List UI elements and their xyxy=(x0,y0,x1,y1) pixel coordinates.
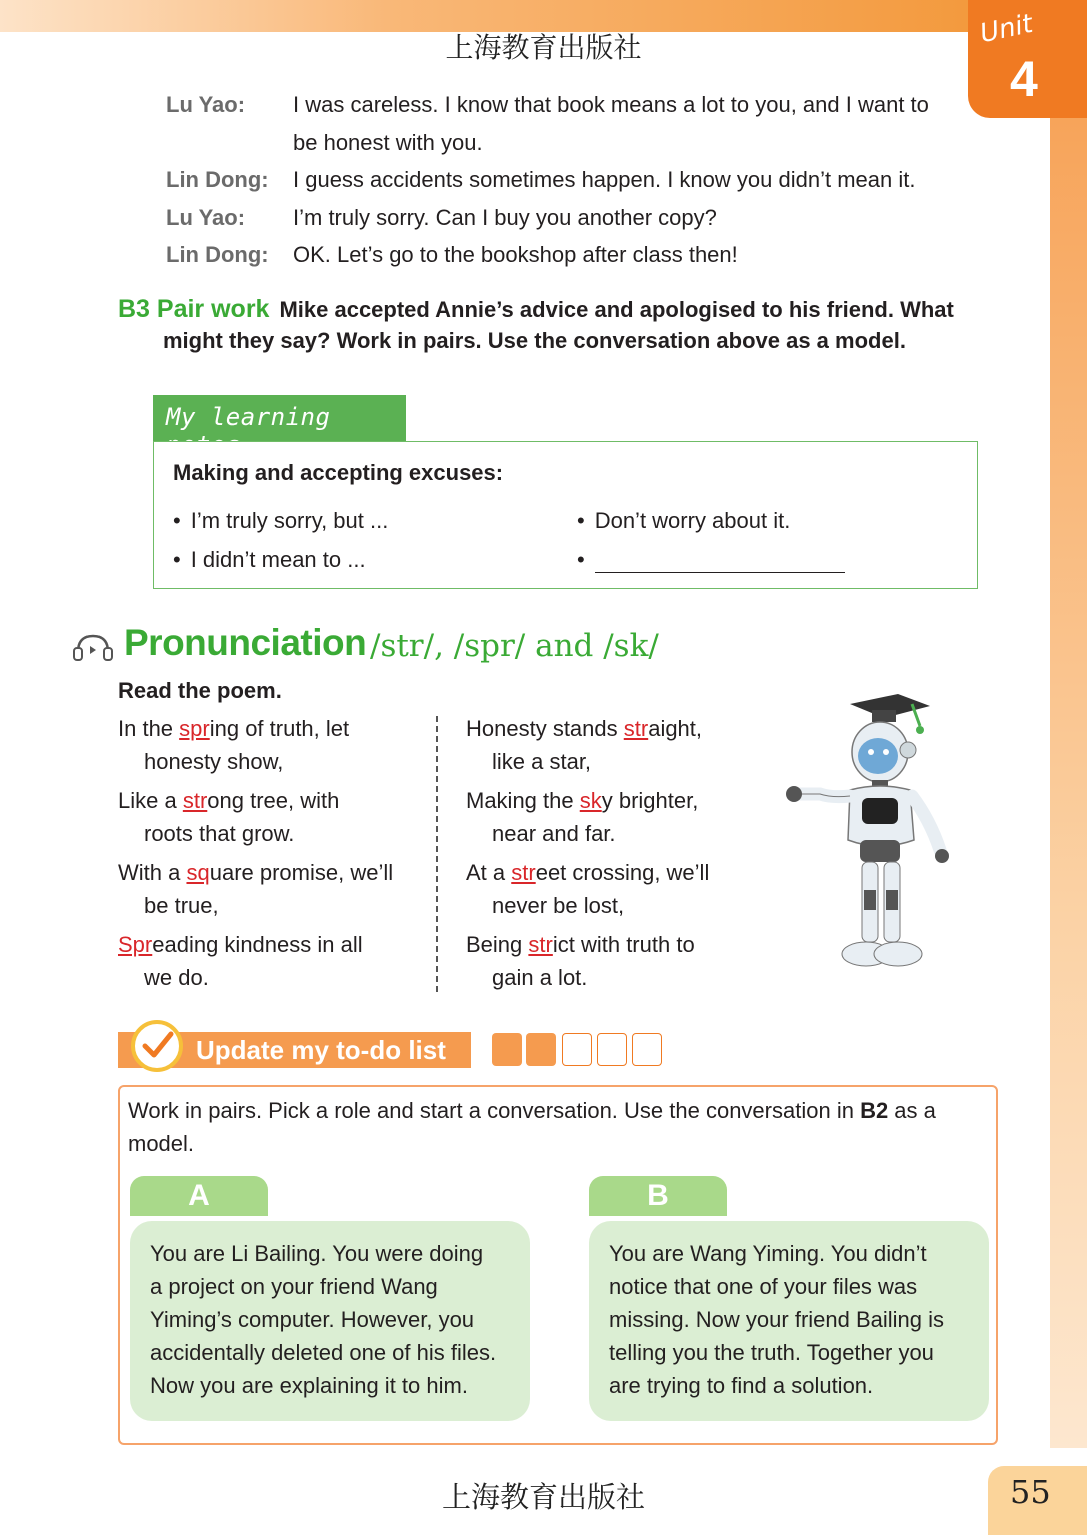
poem-stanza: With a square promise, we’ll be true, xyxy=(118,860,394,918)
poem-stanza: Making the sky brighter, near and far. xyxy=(466,788,699,846)
speaker: Lu Yao: xyxy=(166,92,246,117)
progress-box-filled xyxy=(492,1033,522,1066)
notes-title: Making and accepting excuses: xyxy=(173,460,504,485)
todo-title: Update my to-do list xyxy=(196,1035,446,1065)
dialogue-text: be honest with you. xyxy=(293,129,483,155)
dialogue-line xyxy=(166,236,966,274)
speaker: Lu Yao: xyxy=(166,204,246,230)
headphones-icon xyxy=(70,630,116,664)
progress-box-empty xyxy=(562,1033,592,1066)
dialogue-text: I’m truly sorry. Can I buy you another copy? xyxy=(293,204,717,230)
dialogue-line xyxy=(166,86,966,161)
speaker: Lin Dong: xyxy=(166,242,269,267)
fill-in-blank[interactable] xyxy=(595,548,845,573)
progress-box-empty xyxy=(632,1033,662,1066)
pronunciation-title: Pronunciation xyxy=(124,622,367,663)
b3-line2: might they say? Work in pairs. Use the conversation above as a model. xyxy=(163,328,906,353)
b3-label: B3 Pair work xyxy=(118,295,270,323)
page-edge-strip xyxy=(1050,118,1087,1448)
note-item: • I didn’t mean to ... xyxy=(173,547,366,572)
poem-stanza: Spreading kindness in all we do. xyxy=(118,932,363,990)
dialogue-line xyxy=(166,199,966,237)
poem-right-column xyxy=(466,712,746,1000)
poem-stanza: Honesty stands straight, like a star, xyxy=(466,716,703,774)
b3-line1: Mike accepted Annie’s advice and apologised to his friend. What xyxy=(279,297,954,322)
todo-instruction: Work in pairs. Pick a role and start a conversation. Use the conversation in B2 as a model. xyxy=(128,1098,936,1156)
role-card-b: You are Wang Yiming. You didn’t notice that one of your files was missing. Now your friend Bailing is telling you the truth. Together you are trying to find a solution. xyxy=(589,1221,989,1421)
role-tab-a: A xyxy=(130,1176,268,1216)
role-tab-b: B xyxy=(589,1176,727,1216)
unit-word: Unit xyxy=(977,8,1036,50)
unit-number: 4 xyxy=(1010,51,1038,107)
poem-stanza: Like a strong tree, with roots that grow. xyxy=(118,788,340,846)
dialogue xyxy=(166,86,966,274)
role-card-a: You are Li Bailing. You were doing a project on your friend Wang Yiming’s computer. However, you accidentally deleted one of his files. Now you are explaining it to him. xyxy=(130,1221,530,1421)
speaker: Lin Dong: xyxy=(166,167,269,192)
robot-illustration xyxy=(780,690,970,975)
progress-box-filled xyxy=(526,1033,556,1066)
note-item-blank: • xyxy=(577,547,845,573)
dialogue-text: I guess accidents sometimes happen. I know you didn’t mean it. xyxy=(293,167,916,192)
poem-stanza: Being strict with truth to gain a lot. xyxy=(466,932,695,990)
note-item: • I’m truly sorry, but ... xyxy=(173,508,389,533)
poem-instruction: Read the poem. xyxy=(118,678,282,703)
learning-notes-tab xyxy=(153,395,406,459)
publisher-footer: 上海教育出版社 xyxy=(441,1480,645,1514)
dialogue-line xyxy=(166,161,966,199)
poem-left-column xyxy=(118,712,428,1000)
poem-stanza: At a street crossing, we’ll never be lost, xyxy=(466,860,710,918)
dialogue-text: I was careless. I know that book means a lot to you, and I want to xyxy=(293,92,929,117)
page-number: 55 xyxy=(1010,1473,1051,1511)
poem-divider xyxy=(436,716,438,992)
dialogue-text: OK. Let’s go to the bookshop after class then! xyxy=(293,242,738,267)
checkmark-icon xyxy=(131,1020,183,1072)
learning-notes-label: My learning notes xyxy=(166,403,331,459)
b3-task xyxy=(118,294,998,356)
progress-box-empty xyxy=(597,1033,627,1066)
poem-stanza: In the spring of truth, let honesty show, xyxy=(118,716,350,774)
publisher-header: 上海教育出版社 xyxy=(445,31,642,64)
note-item: • Don’t worry about it. xyxy=(577,508,791,533)
pronunciation-sounds: /str/, /spr/ and /sk/ xyxy=(370,628,659,664)
